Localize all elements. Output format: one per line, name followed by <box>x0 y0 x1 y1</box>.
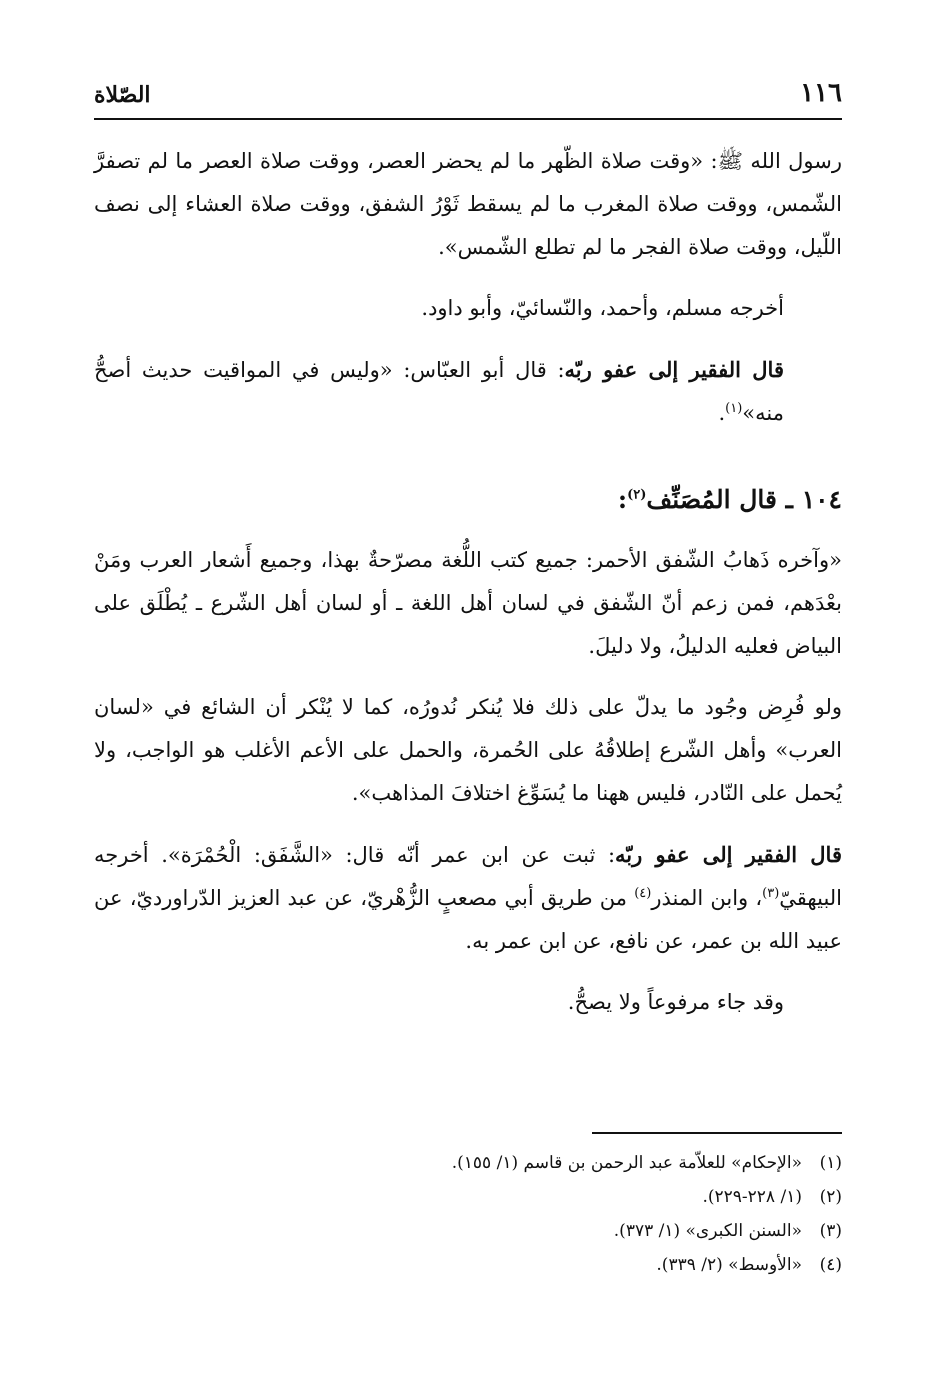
footnote-text: (١/ ٢٢٨-٢٢٩). <box>702 1187 802 1207</box>
paragraph-closing: وقد جاء مرفوعاً ولا يصحُّ. <box>567 990 784 1014</box>
comment-lead: قال الفقير إلى عفو ربّه <box>615 842 842 867</box>
section-heading <box>94 475 842 525</box>
comment-lead: قال الفقير إلى عفو ربّه <box>564 357 784 382</box>
comment-text: ، وابن المنذر <box>651 886 763 910</box>
paragraph-quote-2: ولو فُرِض وجُود ما يدلّ على ذلك فلا يُنكر نُدورُه، كما لا يُنْكر أن الشائع في «لسان العرب» وأهل الشّرع إطلاقُهُ على الحُمرة، والحمل على الأعم الأغلب هو الواجب، ولا يُحمل على النّادر، فليس ههنا ما يُسَوِّغ اختلافَ المذاهب». <box>94 695 842 805</box>
footnote-text: «الإحكام» للعلاّمة عبد الرحمن بن قاسم (١/ ١٥٥). <box>451 1153 802 1173</box>
page-header <box>94 74 842 120</box>
heading-text: ١٠٤ ـ قال المُصَنِّف <box>646 485 842 514</box>
footnote-text: «الأوسط» (٢/ ٣٣٩). <box>656 1255 802 1275</box>
footnotes <box>94 1146 842 1282</box>
footnote-number: (٢) <box>819 1187 842 1207</box>
footnote-ref-1[interactable]: (١) <box>725 401 743 416</box>
comment-text: : ثبت عن ابن عمر أنّه قال: «الشَّفَق: الْحُمْرَة». أخرجه البيهقيّ <box>94 843 843 910</box>
paragraph-takhrij: أخرجه مسلم، وأحمد، والنّسائيّ، وأبو داود. <box>421 296 784 320</box>
comment-text: : قال أبو العبّاس: «وليس في المواقيت حديث أصحُّ منه» <box>94 358 784 425</box>
footnote-divider <box>592 1132 842 1134</box>
footnote-ref-3[interactable]: (٣) <box>762 886 780 901</box>
comment-end: . <box>718 401 726 425</box>
paragraph-comment-1 <box>94 348 842 435</box>
paragraph-comment-2 <box>94 833 842 963</box>
footnote-ref-2[interactable]: (٢) <box>627 487 647 503</box>
footnote-2 <box>94 1180 842 1214</box>
footnote-ref-4[interactable]: (٤) <box>634 886 652 901</box>
footnote-3 <box>94 1214 842 1248</box>
main-text <box>94 140 842 1024</box>
running-title: الصّلاة <box>94 82 151 108</box>
page-number: ١١٦ <box>800 78 842 108</box>
paragraph-hadith: رسول الله ﷺ: «وقت صلاة الظّهر ما لم يحضر العصر، ووقت صلاة العصر ما لم تصفرَّ الشّمس، ووقت صلاة المغرب ما لم يسقط ثَوْرُ الشفق، ووقت صلاة العشاء إلى نصف اللّيل، ووقت صلاة الفجر ما لم تطلع الشّمس». <box>94 149 842 259</box>
heading-end: : <box>617 485 628 514</box>
footnote-4 <box>94 1248 842 1282</box>
comment-text: من طريق أبي مصعبٍ الزُّهْريّ، عن عبد العزيز الدّراورديّ، عن عبيد الله بن عمر، عن نافع، عن ابن عمر به. <box>94 886 842 953</box>
footnote-text: «السنن الكبرى» (١/ ٣٧٣). <box>613 1221 802 1241</box>
footnote-number: (١) <box>819 1153 842 1173</box>
footnote-1 <box>94 1146 842 1180</box>
paragraph-quote-1: «وآخره ذَهابُ الشّفق الأحمر: جميع كتب اللُّغة مصرّحةٌ بهذا، وجميع أَشعار العرب ومَنْ بعْدَهم، فمن زعم أنّ الشّفق في لسان أهل اللغة ـ أو لسان أهل الشّرع ـ يُطْلَق على البياض فعليه الدليلُ، ولا دليلَ. <box>94 548 842 658</box>
footnote-number: (٤) <box>819 1255 842 1275</box>
footnote-number: (٣) <box>819 1221 842 1241</box>
